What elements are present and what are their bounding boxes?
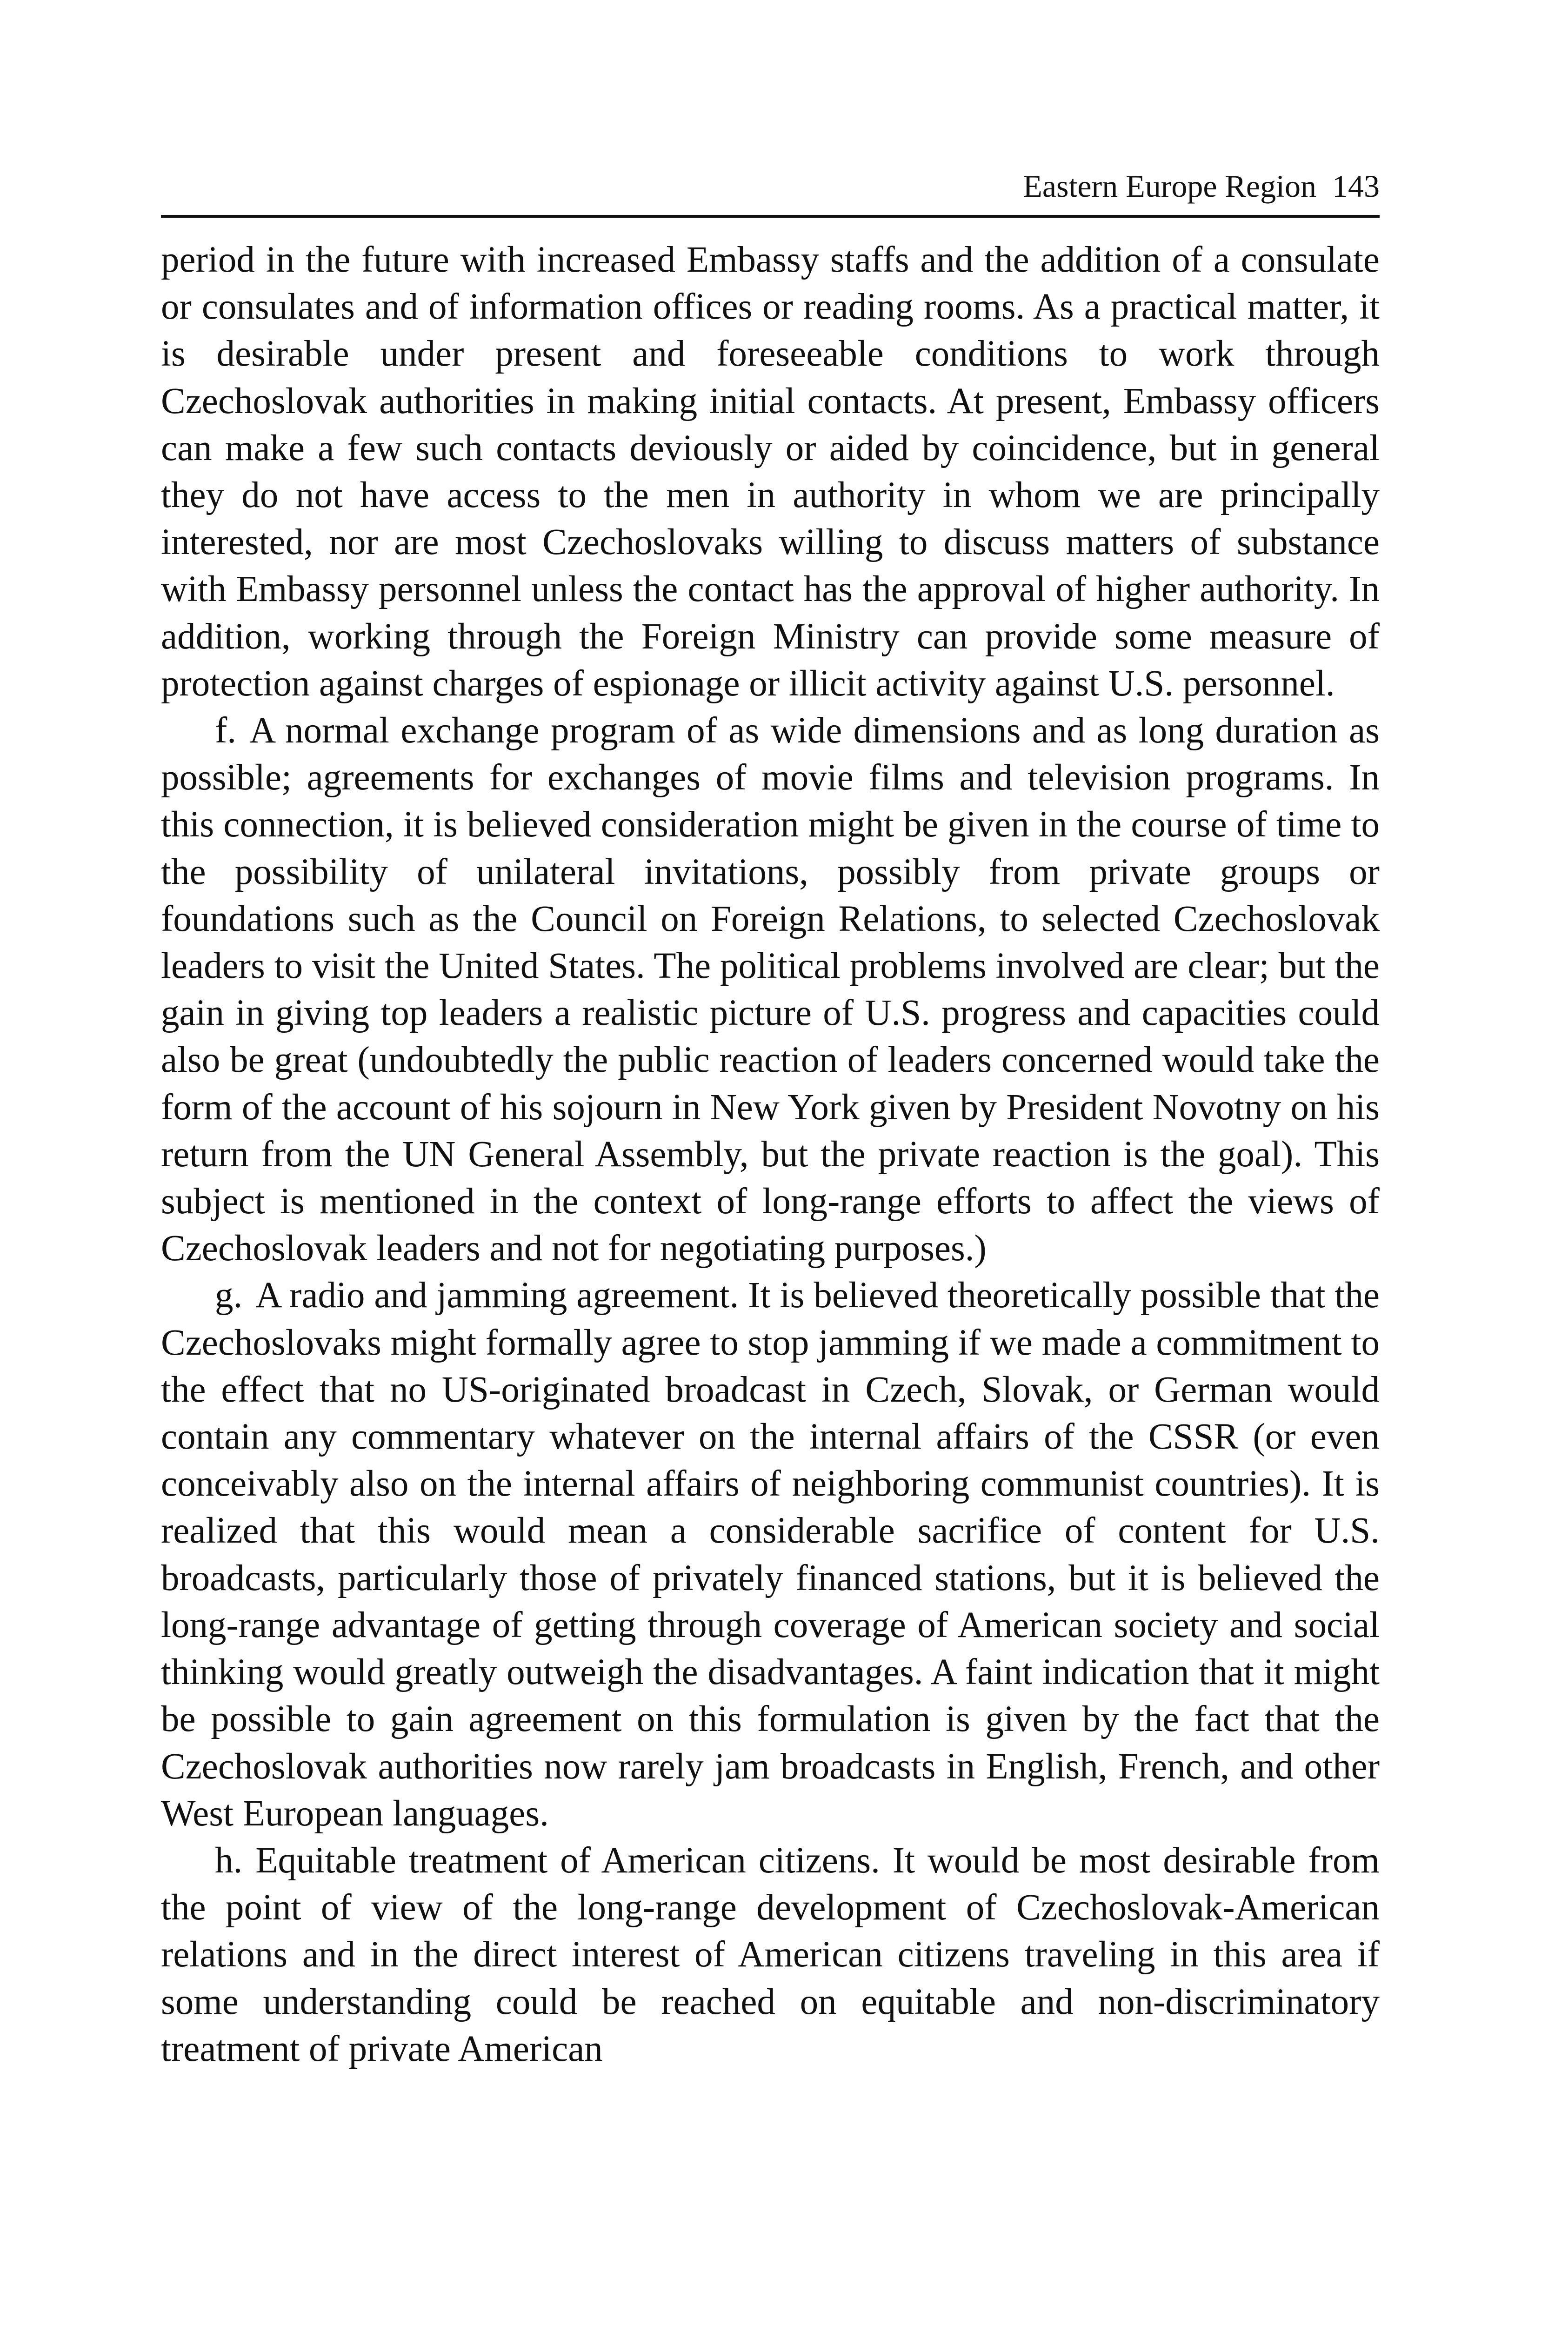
- body-text: [161, 236, 1380, 2072]
- section-title: Eastern Europe Region: [1023, 168, 1316, 204]
- paragraph-text: Equitable treatment of American citizens. It would be most desirable from the point of view of the long-range development of Czechoslovak-American relations and in the direct interest of American citizens traveling in this area if some understanding could be reached on equitable and non-discriminatory treatment of private American: [161, 1840, 1380, 2069]
- paragraph-text: A normal exchange program of as wide dimensions and as long duration as possible; agreements for exchanges of movie films and television programs. In this connection, it is believed consideration might be given in the course of time to the possibility of unilateral invitations, possibly from private groups or foundations such as the Council on Foreign Relations, to selected Czechoslovak leaders to visit the United States. The political problems involved are clear; but the gain in giving top leaders a realistic picture of U.S. progress and capacities could also be great (undoubtedly the public reaction of leaders concerned would take the form of the account of his sojourn in New York given by President Novotny on his return from the UN General Assembly, but the private reaction is the goal). This subject is mentioned in the context of long-range efforts to affect the views of Czechoslovak leaders and not for negotiating purposes.): [161, 710, 1380, 1269]
- paragraph-text: period in the future with increased Embassy staffs and the addition of a consulate or consulates and of information offices or reading rooms. As a practical matter, it is desirable under present and foreseeable conditions to work through Czechoslovak authorities in making initial contacts. At present, Embassy officers can make a few such contacts deviously or aided by coincidence, but in general they do not have access to the men in authority in whom we are principally interested, nor are most Czechoslovaks willing to discuss matters of substance with Embassy personnel unless the contact has the approval of higher authority. In addition, working through the Foreign Ministry can provide some measure of protection against charges of espionage or illicit activity against U.S. personnel.: [161, 240, 1380, 704]
- paragraph-item-g: [161, 1272, 1380, 1837]
- paragraph-item-f: [161, 707, 1380, 1272]
- item-label: g.: [215, 1275, 243, 1316]
- paragraph-text: A radio and jamming agreement. It is believed theoretically possible that the Czechoslovaks might formally agree to stop jamming if we made a commitment to the effect that no US-originated broadcast in Czech, Slovak, or German would contain any commentary whatever on the internal affairs of the CSSR (or even conceivably also on the internal affairs of neighboring communist countries). It is realized that this would mean a considerable sacrifice of content for U.S. broadcasts, particularly those of privately financed stations, but it is believed the long-range advantage of getting through coverage of American society and social thinking would greatly outweigh the disadvantages. A faint indication that it might be possible to gain agreement on this formulation is given by the fact that the Czechoslovak authorities now rarely jam broadcasts in English, French, and other West European languages.: [161, 1275, 1380, 1834]
- paragraph-item-h: [161, 1837, 1380, 2072]
- paragraph-continuation: [161, 236, 1380, 707]
- book-page: [161, 167, 1380, 2072]
- item-label: f.: [215, 710, 237, 751]
- running-head: [161, 167, 1380, 218]
- item-label: h.: [215, 1840, 243, 1881]
- page-number: 143: [1332, 168, 1380, 204]
